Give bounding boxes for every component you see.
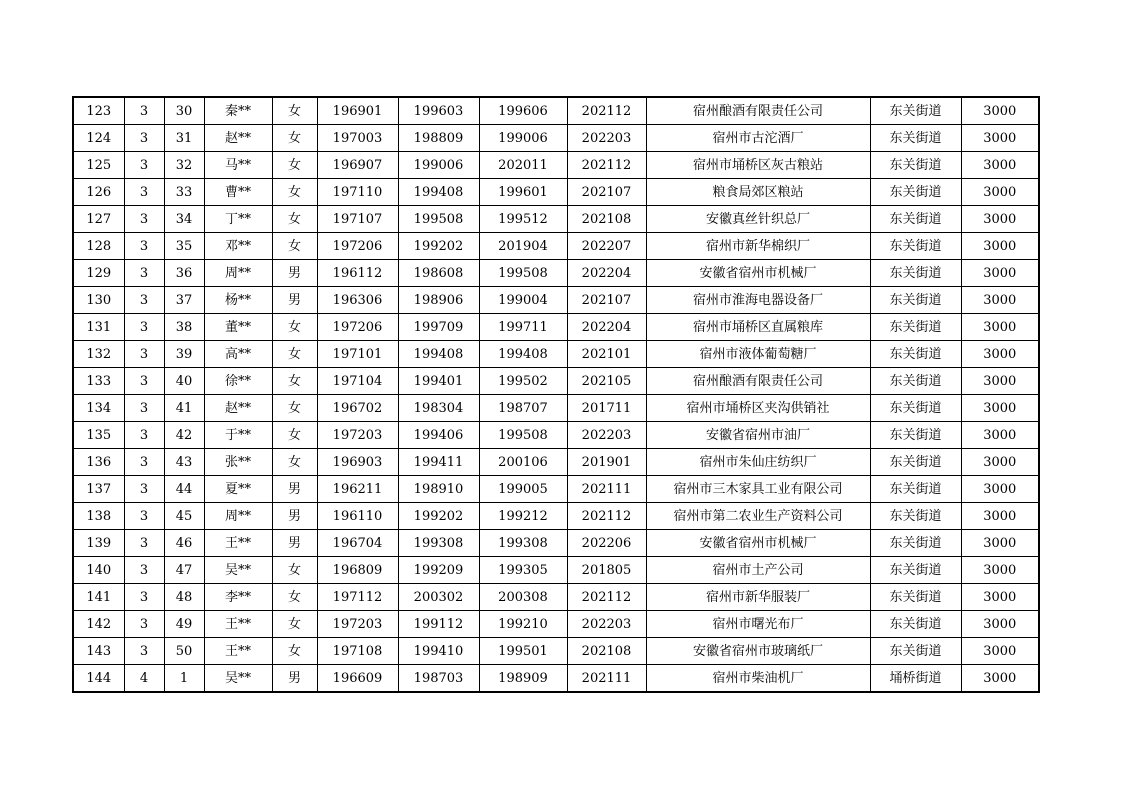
group-cell: 3 [124, 557, 164, 584]
gender-cell: 男 [272, 503, 317, 530]
join-date-cell: 199502 [479, 368, 567, 395]
join-date-cell: 200106 [479, 449, 567, 476]
name-cell: 徐** [204, 368, 272, 395]
name-cell: 王** [204, 638, 272, 665]
table-row [73, 611, 1039, 638]
seq-number-cell: 136 [73, 449, 124, 476]
group-index-cell: 31 [164, 125, 204, 152]
name-cell: 董** [204, 314, 272, 341]
join-date-cell: 199006 [479, 125, 567, 152]
employer-cell: 宿州市埇桥区夹沟供销社 [646, 395, 870, 422]
retire-date-cell: 202112 [567, 152, 646, 179]
join-date-cell: 199501 [479, 638, 567, 665]
name-cell: 邓** [204, 233, 272, 260]
subdistrict-cell: 东关街道 [870, 422, 961, 449]
table-row [73, 368, 1039, 395]
seq-number-cell: 141 [73, 584, 124, 611]
amount-cell: 3000 [961, 476, 1039, 503]
gender-cell: 女 [272, 341, 317, 368]
birth-date-cell: 196306 [317, 287, 398, 314]
join-date-cell: 199212 [479, 503, 567, 530]
subdistrict-cell: 东关街道 [870, 476, 961, 503]
employer-cell: 粮食局郊区粮站 [646, 179, 870, 206]
subdistrict-cell: 东关街道 [870, 503, 961, 530]
table-row [73, 422, 1039, 449]
start-date-cell: 199408 [398, 179, 479, 206]
retire-date-cell: 201711 [567, 395, 646, 422]
birth-date-cell: 197206 [317, 233, 398, 260]
birth-date-cell: 197003 [317, 125, 398, 152]
group-cell: 3 [124, 97, 164, 125]
gender-cell: 女 [272, 395, 317, 422]
gender-cell: 女 [272, 449, 317, 476]
subdistrict-cell: 东关街道 [870, 638, 961, 665]
amount-cell: 3000 [961, 449, 1039, 476]
name-cell: 夏** [204, 476, 272, 503]
birth-date-cell: 197203 [317, 422, 398, 449]
name-cell: 马** [204, 152, 272, 179]
group-index-cell: 33 [164, 179, 204, 206]
start-date-cell: 198703 [398, 665, 479, 693]
start-date-cell: 199508 [398, 206, 479, 233]
birth-date-cell: 196907 [317, 152, 398, 179]
employer-cell: 宿州市朱仙庄纺织厂 [646, 449, 870, 476]
start-date-cell: 199209 [398, 557, 479, 584]
group-index-cell: 44 [164, 476, 204, 503]
amount-cell: 3000 [961, 557, 1039, 584]
subdistrict-cell: 东关街道 [870, 233, 961, 260]
retire-date-cell: 201901 [567, 449, 646, 476]
table-row [73, 260, 1039, 287]
name-cell: 丁** [204, 206, 272, 233]
gender-cell: 女 [272, 97, 317, 125]
group-index-cell: 47 [164, 557, 204, 584]
name-cell: 赵** [204, 125, 272, 152]
seq-number-cell: 132 [73, 341, 124, 368]
group-cell: 3 [124, 584, 164, 611]
retire-date-cell: 202112 [567, 584, 646, 611]
subdistrict-cell: 东关街道 [870, 314, 961, 341]
name-cell: 赵** [204, 395, 272, 422]
seq-number-cell: 130 [73, 287, 124, 314]
retire-date-cell: 202203 [567, 422, 646, 449]
join-date-cell: 199305 [479, 557, 567, 584]
group-index-cell: 1 [164, 665, 204, 693]
amount-cell: 3000 [961, 395, 1039, 422]
employer-cell: 安徽省宿州市机械厂 [646, 530, 870, 557]
gender-cell: 女 [272, 314, 317, 341]
join-date-cell: 199711 [479, 314, 567, 341]
birth-date-cell: 196702 [317, 395, 398, 422]
start-date-cell: 199406 [398, 422, 479, 449]
subdistrict-cell: 东关街道 [870, 260, 961, 287]
birth-date-cell: 197108 [317, 638, 398, 665]
employer-cell: 宿州市埇桥区灰古粮站 [646, 152, 870, 179]
start-date-cell: 199202 [398, 233, 479, 260]
join-date-cell: 199508 [479, 422, 567, 449]
subdistrict-cell: 东关街道 [870, 287, 961, 314]
gender-cell: 女 [272, 179, 317, 206]
start-date-cell: 199006 [398, 152, 479, 179]
retire-date-cell: 202108 [567, 206, 646, 233]
seq-number-cell: 127 [73, 206, 124, 233]
join-date-cell: 199210 [479, 611, 567, 638]
birth-date-cell: 196901 [317, 97, 398, 125]
seq-number-cell: 143 [73, 638, 124, 665]
start-date-cell: 198809 [398, 125, 479, 152]
subdistrict-cell: 东关街道 [870, 530, 961, 557]
subdistrict-cell: 东关街道 [870, 611, 961, 638]
table-row [73, 584, 1039, 611]
gender-cell: 男 [272, 260, 317, 287]
amount-cell: 3000 [961, 368, 1039, 395]
group-index-cell: 36 [164, 260, 204, 287]
group-index-cell: 39 [164, 341, 204, 368]
gender-cell: 女 [272, 611, 317, 638]
join-date-cell: 199606 [479, 97, 567, 125]
table-row [73, 665, 1039, 693]
table-row [73, 125, 1039, 152]
retire-date-cell: 202204 [567, 314, 646, 341]
table-row [73, 287, 1039, 314]
gender-cell: 男 [272, 665, 317, 693]
table-row [73, 476, 1039, 503]
amount-cell: 3000 [961, 638, 1039, 665]
seq-number-cell: 137 [73, 476, 124, 503]
retire-date-cell: 201805 [567, 557, 646, 584]
subdistrict-cell: 东关街道 [870, 449, 961, 476]
amount-cell: 3000 [961, 503, 1039, 530]
seq-number-cell: 125 [73, 152, 124, 179]
name-cell: 吴** [204, 665, 272, 693]
seq-number-cell: 124 [73, 125, 124, 152]
amount-cell: 3000 [961, 611, 1039, 638]
table-row [73, 152, 1039, 179]
join-date-cell: 199508 [479, 260, 567, 287]
amount-cell: 3000 [961, 97, 1039, 125]
join-date-cell: 202011 [479, 152, 567, 179]
group-cell: 3 [124, 206, 164, 233]
group-cell: 3 [124, 503, 164, 530]
group-index-cell: 40 [164, 368, 204, 395]
name-cell: 杨** [204, 287, 272, 314]
seq-number-cell: 144 [73, 665, 124, 693]
group-cell: 3 [124, 233, 164, 260]
amount-cell: 3000 [961, 206, 1039, 233]
gender-cell: 女 [272, 557, 317, 584]
start-date-cell: 199202 [398, 503, 479, 530]
name-cell: 周** [204, 503, 272, 530]
employer-cell: 宿州市第二农业生产资料公司 [646, 503, 870, 530]
seq-number-cell: 142 [73, 611, 124, 638]
subdistrict-cell: 东关街道 [870, 557, 961, 584]
subdistrict-cell: 东关街道 [870, 341, 961, 368]
retire-date-cell: 202108 [567, 638, 646, 665]
start-date-cell: 198608 [398, 260, 479, 287]
group-index-cell: 46 [164, 530, 204, 557]
employer-cell: 宿州市古沱酒厂 [646, 125, 870, 152]
name-cell: 曹** [204, 179, 272, 206]
birth-date-cell: 197101 [317, 341, 398, 368]
join-date-cell: 199408 [479, 341, 567, 368]
gender-cell: 女 [272, 422, 317, 449]
start-date-cell: 199112 [398, 611, 479, 638]
amount-cell: 3000 [961, 260, 1039, 287]
retire-date-cell: 202101 [567, 341, 646, 368]
amount-cell: 3000 [961, 179, 1039, 206]
birth-date-cell: 197206 [317, 314, 398, 341]
birth-date-cell: 197107 [317, 206, 398, 233]
employer-cell: 宿州市曙光布厂 [646, 611, 870, 638]
group-cell: 4 [124, 665, 164, 693]
group-index-cell: 38 [164, 314, 204, 341]
amount-cell: 3000 [961, 341, 1039, 368]
subdistrict-cell: 东关街道 [870, 395, 961, 422]
start-date-cell: 200302 [398, 584, 479, 611]
gender-cell: 女 [272, 125, 317, 152]
seq-number-cell: 139 [73, 530, 124, 557]
employer-cell: 宿州酿酒有限责任公司 [646, 97, 870, 125]
name-cell: 王** [204, 611, 272, 638]
seq-number-cell: 135 [73, 422, 124, 449]
retire-date-cell: 202107 [567, 287, 646, 314]
name-cell: 李** [204, 584, 272, 611]
group-index-cell: 48 [164, 584, 204, 611]
join-date-cell: 198707 [479, 395, 567, 422]
gender-cell: 男 [272, 287, 317, 314]
name-cell: 于** [204, 422, 272, 449]
employer-cell: 宿州市新华服装厂 [646, 584, 870, 611]
seq-number-cell: 138 [73, 503, 124, 530]
table-row [73, 179, 1039, 206]
amount-cell: 3000 [961, 314, 1039, 341]
employer-cell: 宿州市新华棉织厂 [646, 233, 870, 260]
employer-cell: 宿州市三木家具工业有限公司 [646, 476, 870, 503]
start-date-cell: 199709 [398, 314, 479, 341]
group-cell: 3 [124, 476, 164, 503]
group-index-cell: 37 [164, 287, 204, 314]
table-row [73, 530, 1039, 557]
join-date-cell: 201904 [479, 233, 567, 260]
name-cell: 秦** [204, 97, 272, 125]
seq-number-cell: 133 [73, 368, 124, 395]
name-cell: 周** [204, 260, 272, 287]
group-index-cell: 41 [164, 395, 204, 422]
table-row [73, 97, 1039, 125]
join-date-cell: 199308 [479, 530, 567, 557]
group-index-cell: 35 [164, 233, 204, 260]
start-date-cell: 198910 [398, 476, 479, 503]
table-row [73, 206, 1039, 233]
table-row [73, 638, 1039, 665]
roster-body [73, 97, 1039, 692]
start-date-cell: 199411 [398, 449, 479, 476]
group-cell: 3 [124, 179, 164, 206]
retire-date-cell: 202111 [567, 665, 646, 693]
group-index-cell: 50 [164, 638, 204, 665]
subdistrict-cell: 东关街道 [870, 179, 961, 206]
birth-date-cell: 196112 [317, 260, 398, 287]
amount-cell: 3000 [961, 287, 1039, 314]
birth-date-cell: 196903 [317, 449, 398, 476]
group-cell: 3 [124, 341, 164, 368]
group-cell: 3 [124, 395, 164, 422]
table-row [73, 341, 1039, 368]
group-index-cell: 34 [164, 206, 204, 233]
gender-cell: 女 [272, 152, 317, 179]
retire-date-cell: 202206 [567, 530, 646, 557]
retire-date-cell: 202203 [567, 125, 646, 152]
group-cell: 3 [124, 125, 164, 152]
start-date-cell: 198906 [398, 287, 479, 314]
group-index-cell: 45 [164, 503, 204, 530]
seq-number-cell: 131 [73, 314, 124, 341]
employer-cell: 宿州市柴油机厂 [646, 665, 870, 693]
gender-cell: 女 [272, 584, 317, 611]
subdistrict-cell: 埇桥街道 [870, 665, 961, 693]
seq-number-cell: 134 [73, 395, 124, 422]
join-date-cell: 199601 [479, 179, 567, 206]
birth-date-cell: 196110 [317, 503, 398, 530]
retire-date-cell: 202107 [567, 179, 646, 206]
employer-cell: 宿州市埇桥区直属粮库 [646, 314, 870, 341]
retire-date-cell: 202204 [567, 260, 646, 287]
name-cell: 吴** [204, 557, 272, 584]
subdistrict-cell: 东关街道 [870, 125, 961, 152]
group-index-cell: 49 [164, 611, 204, 638]
name-cell: 张** [204, 449, 272, 476]
birth-date-cell: 196809 [317, 557, 398, 584]
amount-cell: 3000 [961, 665, 1039, 693]
gender-cell: 男 [272, 530, 317, 557]
amount-cell: 3000 [961, 530, 1039, 557]
gender-cell: 女 [272, 233, 317, 260]
group-cell: 3 [124, 368, 164, 395]
name-cell: 高** [204, 341, 272, 368]
join-date-cell: 200308 [479, 584, 567, 611]
subdistrict-cell: 东关街道 [870, 206, 961, 233]
table-row [73, 503, 1039, 530]
seq-number-cell: 140 [73, 557, 124, 584]
retire-date-cell: 202207 [567, 233, 646, 260]
birth-date-cell: 196211 [317, 476, 398, 503]
subdistrict-cell: 东关街道 [870, 97, 961, 125]
group-index-cell: 42 [164, 422, 204, 449]
table-row [73, 233, 1039, 260]
employer-cell: 安徽真丝针织总厂 [646, 206, 870, 233]
employer-cell: 安徽省宿州市机械厂 [646, 260, 870, 287]
start-date-cell: 198304 [398, 395, 479, 422]
gender-cell: 女 [272, 638, 317, 665]
start-date-cell: 199410 [398, 638, 479, 665]
join-date-cell: 199005 [479, 476, 567, 503]
amount-cell: 3000 [961, 422, 1039, 449]
gender-cell: 女 [272, 368, 317, 395]
birth-date-cell: 196609 [317, 665, 398, 693]
birth-date-cell: 197203 [317, 611, 398, 638]
birth-date-cell: 197104 [317, 368, 398, 395]
birth-date-cell: 197112 [317, 584, 398, 611]
subdistrict-cell: 东关街道 [870, 368, 961, 395]
employer-cell: 宿州市淮海电器设备厂 [646, 287, 870, 314]
table-row [73, 314, 1039, 341]
group-cell: 3 [124, 422, 164, 449]
start-date-cell: 199401 [398, 368, 479, 395]
retire-date-cell: 202105 [567, 368, 646, 395]
start-date-cell: 199603 [398, 97, 479, 125]
name-cell: 王** [204, 530, 272, 557]
join-date-cell: 199512 [479, 206, 567, 233]
amount-cell: 3000 [961, 125, 1039, 152]
table-row [73, 557, 1039, 584]
join-date-cell: 198909 [479, 665, 567, 693]
amount-cell: 3000 [961, 233, 1039, 260]
employer-cell: 安徽省宿州市玻璃纸厂 [646, 638, 870, 665]
roster-table [72, 96, 1040, 693]
seq-number-cell: 128 [73, 233, 124, 260]
group-cell: 3 [124, 314, 164, 341]
subdistrict-cell: 东关街道 [870, 152, 961, 179]
gender-cell: 男 [272, 476, 317, 503]
retire-date-cell: 202203 [567, 611, 646, 638]
amount-cell: 3000 [961, 152, 1039, 179]
group-cell: 3 [124, 449, 164, 476]
seq-number-cell: 123 [73, 97, 124, 125]
group-cell: 3 [124, 287, 164, 314]
subdistrict-cell: 东关街道 [870, 584, 961, 611]
group-cell: 3 [124, 530, 164, 557]
employer-cell: 安徽省宿州市油厂 [646, 422, 870, 449]
seq-number-cell: 126 [73, 179, 124, 206]
amount-cell: 3000 [961, 584, 1039, 611]
birth-date-cell: 196704 [317, 530, 398, 557]
table-row [73, 395, 1039, 422]
group-cell: 3 [124, 611, 164, 638]
retire-date-cell: 202112 [567, 97, 646, 125]
start-date-cell: 199308 [398, 530, 479, 557]
birth-date-cell: 197110 [317, 179, 398, 206]
employer-cell: 宿州市土产公司 [646, 557, 870, 584]
seq-number-cell: 129 [73, 260, 124, 287]
table-row [73, 449, 1039, 476]
group-cell: 3 [124, 260, 164, 287]
start-date-cell: 199408 [398, 341, 479, 368]
employer-cell: 宿州酿酒有限责任公司 [646, 368, 870, 395]
group-cell: 3 [124, 638, 164, 665]
retire-date-cell: 202111 [567, 476, 646, 503]
group-index-cell: 43 [164, 449, 204, 476]
group-cell: 3 [124, 152, 164, 179]
group-index-cell: 30 [164, 97, 204, 125]
group-index-cell: 32 [164, 152, 204, 179]
retire-date-cell: 202112 [567, 503, 646, 530]
employer-cell: 宿州市液体葡萄糖厂 [646, 341, 870, 368]
join-date-cell: 199004 [479, 287, 567, 314]
gender-cell: 女 [272, 206, 317, 233]
